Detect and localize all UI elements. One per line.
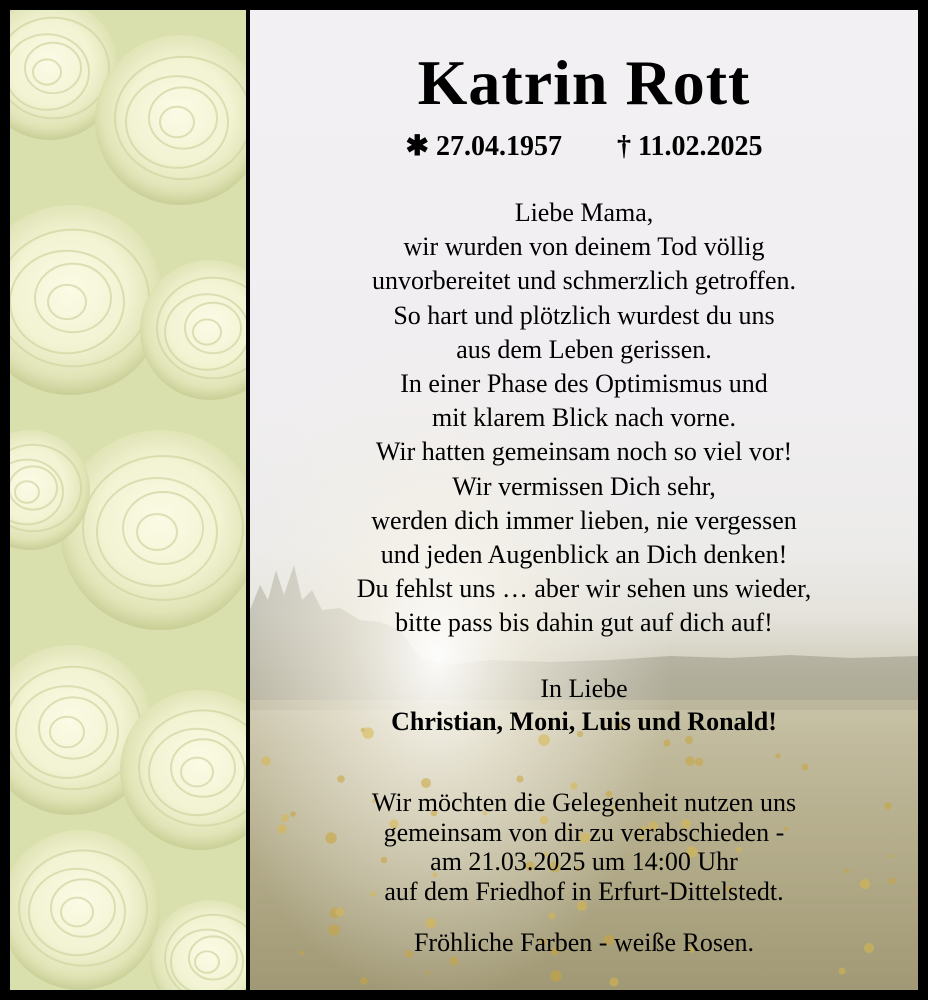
funeral-location: auf dem Friedhof in Erfurt-Dittelstedt. [384, 876, 784, 906]
funeral-line: Wir möchten die Gelegenheit nutzen uns [371, 788, 797, 817]
white-roses-image [10, 10, 246, 990]
poem-line: Wir hatten gemeinsam noch so viel vor! [375, 437, 793, 467]
poem-line: So hart und plötzlich wurdest du uns [393, 300, 775, 330]
poem-line: und jeden Augenblick an Dich denken! [380, 540, 788, 570]
memorial-poem [250, 196, 918, 641]
death-date-group [617, 130, 762, 164]
poem-line: aus dem Leben gerissen. [456, 334, 712, 364]
mourner-names: Christian, Moni, Luis und Ronald! [391, 707, 777, 736]
funeral-date-time: am 21.03.2025 um 14:00 Uhr [430, 847, 738, 876]
birth-date: 27.04.1957 [436, 131, 562, 162]
funeral-notice [250, 788, 918, 906]
white-roses-photo [10, 10, 246, 990]
love-intro: In Liebe [540, 674, 628, 703]
poem-line: bitte pass bis dahin gut auf dich auf! [395, 608, 773, 638]
poem-line: In einer Phase des Optimismus und [400, 369, 768, 399]
poem-line: Liebe Mama, [514, 198, 654, 227]
obituary-panel [250, 10, 918, 990]
poem-line: unvorbereitet und schmerzlich getroffen. [371, 266, 797, 296]
poem-line: wir wurden von deinem Tod völlig [403, 232, 765, 262]
death-date: 11.02.2025 [638, 131, 763, 162]
birth-star-icon: ✱ [405, 131, 429, 162]
poem-line: mit klarem Blick nach vorne. [432, 403, 736, 433]
signature-block [250, 672, 918, 738]
birth-date-group [406, 130, 562, 164]
life-dates [250, 130, 918, 164]
poem-line: werden dich immer lieben, nie vergessen [371, 505, 797, 535]
death-cross-icon: † [617, 131, 631, 162]
dress-code-note: Fröhliche Farben - weiße Rosen. [413, 928, 755, 957]
funeral-line: gemeinsam von dir zu verabschieden - [383, 817, 785, 847]
poem-line: Du fehlst uns … aber wir sehen uns wieder, [356, 574, 812, 604]
deceased-name: Katrin Rott [417, 47, 751, 118]
poem-line: Wir vermissen Dich sehr, [452, 471, 716, 501]
